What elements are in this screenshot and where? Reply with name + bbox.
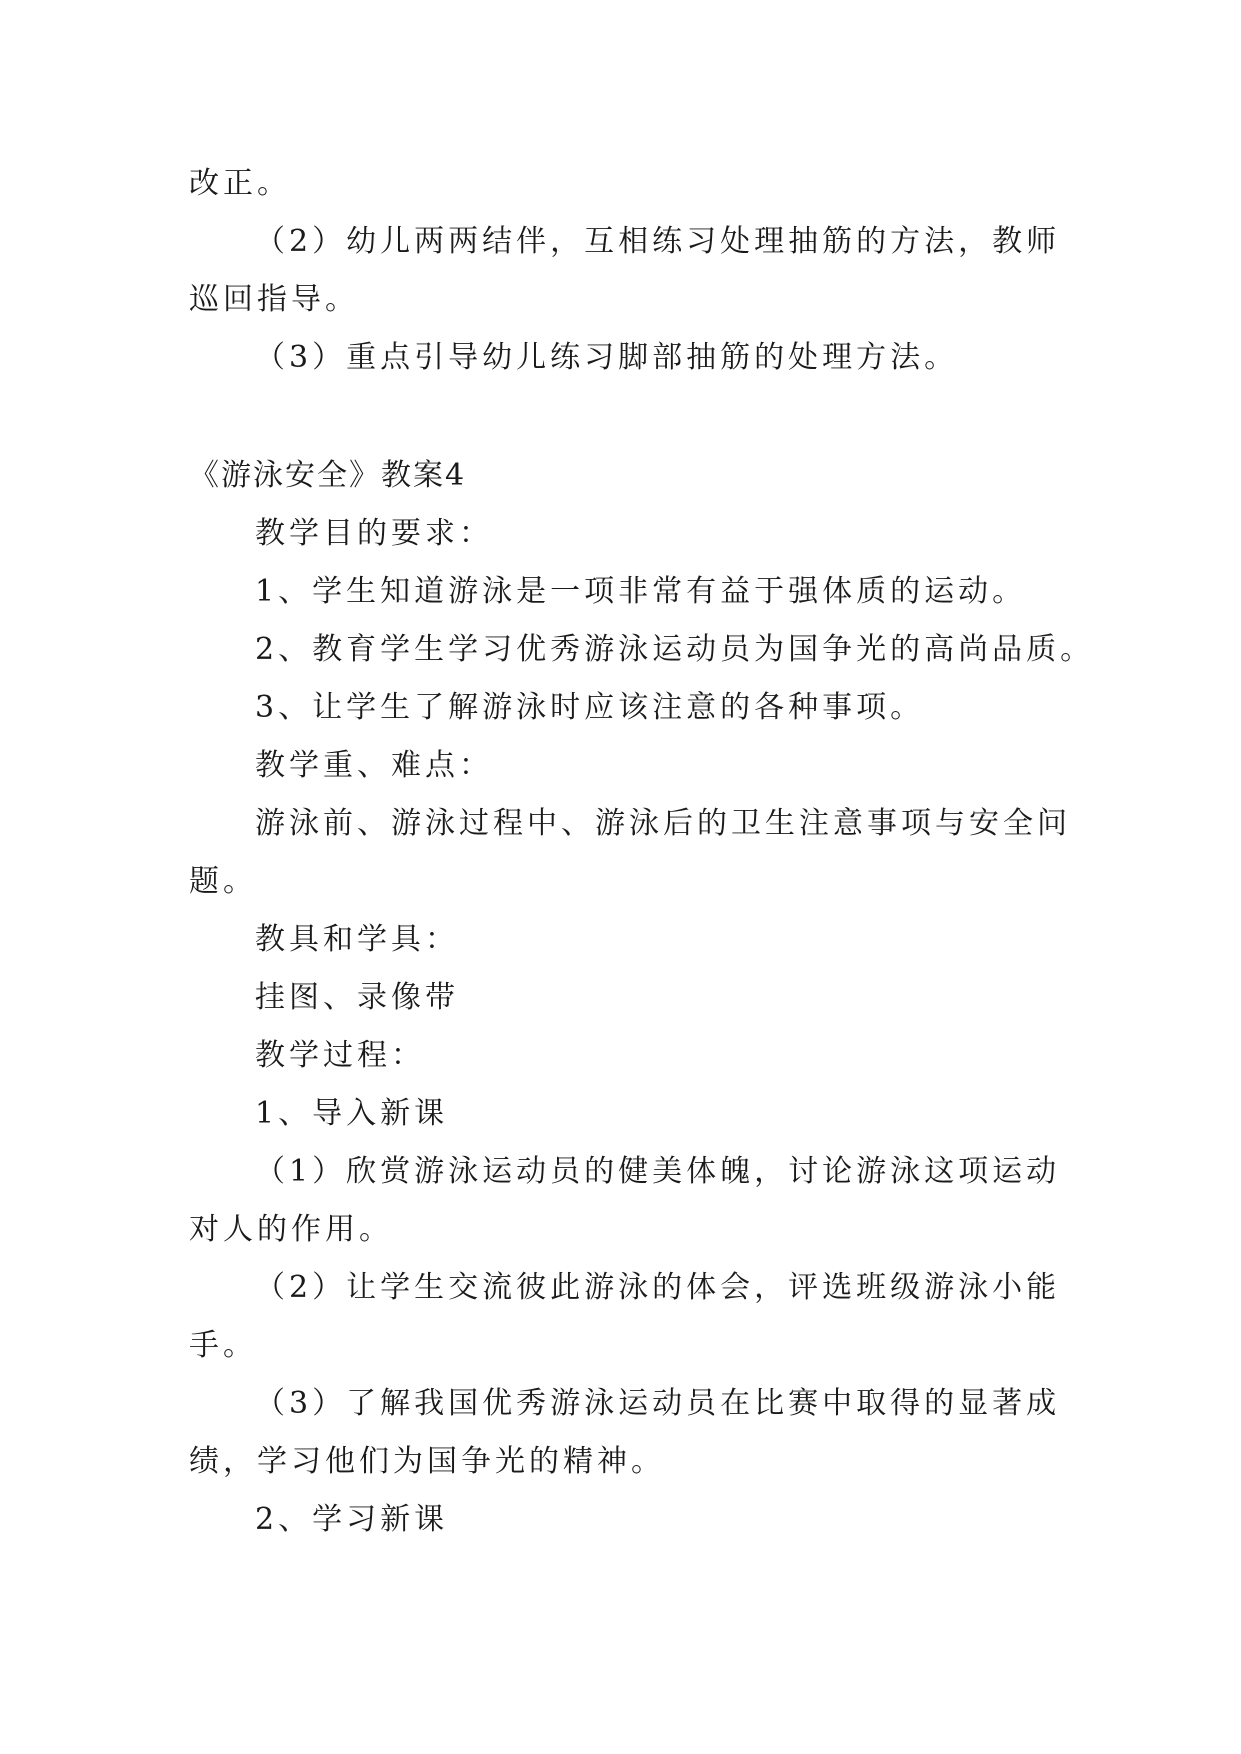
text-line: 1、导入新课 bbox=[255, 1096, 449, 1131]
text-line: 3、让学生了解游泳时应该注意的各种事项。 bbox=[255, 690, 925, 725]
text-line: （3）重点引导幼儿练习脚部抽筋的处理方法。 bbox=[255, 340, 959, 375]
text-line: 改正。 bbox=[189, 166, 291, 201]
text-line: （3）了解我国优秀游泳运动员在比赛中取得的显著成 bbox=[255, 1386, 1061, 1421]
section-title: 《游泳安全》教案4 bbox=[189, 458, 467, 493]
text-line: 1、学生知道游泳是一项非常有益于强体质的运动。 bbox=[255, 574, 1027, 609]
text-line: 教具和学具： bbox=[255, 922, 459, 957]
text-line: 题。 bbox=[189, 864, 257, 899]
text-line: 2、学习新课 bbox=[255, 1502, 449, 1537]
text-line: 手。 bbox=[189, 1328, 257, 1363]
text-line: （2）让学生交流彼此游泳的体会，评选班级游泳小能 bbox=[255, 1270, 1061, 1305]
text-line: 2、教育学生学习优秀游泳运动员为国争光的高尚品质。 bbox=[255, 632, 1095, 667]
text-line: 教学目的要求： bbox=[255, 516, 493, 551]
text-line: 教学过程： bbox=[255, 1038, 425, 1073]
text-line: 巡回指导。 bbox=[189, 282, 359, 317]
text-line: 教学重、难点： bbox=[255, 748, 493, 783]
text-line: （1）欣赏游泳运动员的健美体魄，讨论游泳这项运动 bbox=[255, 1154, 1061, 1189]
text-line: 挂图、录像带 bbox=[255, 980, 459, 1015]
text-line: 对人的作用。 bbox=[189, 1212, 393, 1247]
text-line: 绩，学习他们为国争光的精神。 bbox=[189, 1444, 665, 1479]
text-line: （2）幼儿两两结伴，互相练习处理抽筋的方法，教师 bbox=[255, 224, 1061, 259]
text-line: 游泳前、游泳过程中、游泳后的卫生注意事项与安全问 bbox=[255, 806, 1071, 841]
